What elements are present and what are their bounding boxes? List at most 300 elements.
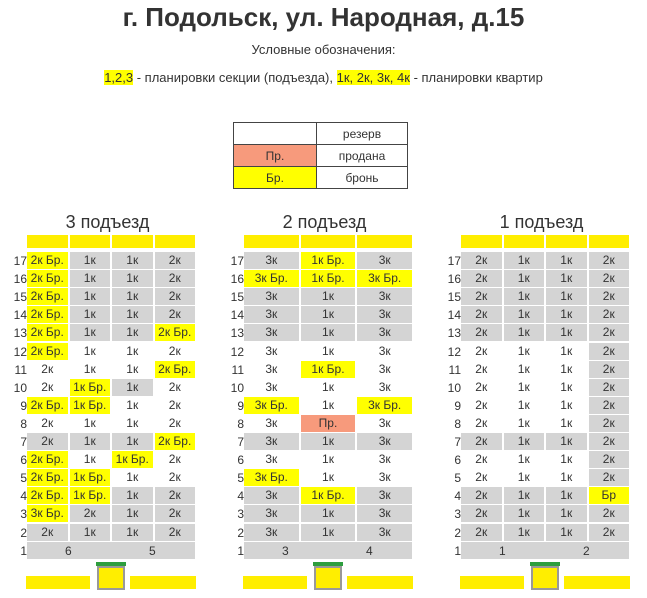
apartment-cell[interactable]: 2к bbox=[155, 415, 196, 432]
floor-number: 3 bbox=[20, 507, 27, 522]
floor-number: 12 bbox=[230, 344, 244, 359]
apartment-cell[interactable]: 1к bbox=[112, 397, 153, 414]
floor-row bbox=[227, 343, 422, 361]
floor-number: 3 bbox=[237, 507, 244, 522]
apartment-cell[interactable]: 1к Бр. bbox=[70, 469, 111, 486]
apartment-cell[interactable]: 1к bbox=[112, 379, 153, 396]
apartment-cell[interactable]: 3к bbox=[357, 343, 412, 360]
section-top-bar bbox=[357, 235, 412, 248]
apartment-cell[interactable]: 2к Бр. bbox=[27, 469, 68, 486]
floor-row bbox=[444, 324, 639, 342]
floor-number: 1 bbox=[454, 543, 461, 558]
apartment-cell[interactable]: 1к bbox=[70, 288, 111, 305]
floor-number: 1 bbox=[237, 543, 244, 558]
floor-row bbox=[444, 379, 639, 397]
apartment-cell[interactable]: 1к bbox=[546, 324, 587, 341]
floor-row bbox=[444, 361, 639, 379]
apartment-cell[interactable]: 1к bbox=[112, 270, 153, 287]
apartment-cell[interactable]: Бр bbox=[589, 487, 630, 504]
floor-row bbox=[10, 324, 205, 342]
floor-row bbox=[227, 306, 422, 324]
apartment-cell[interactable]: 2к bbox=[27, 524, 68, 541]
apartment-cell[interactable]: 2к bbox=[155, 343, 196, 360]
apartment-cell[interactable]: 2к bbox=[461, 252, 502, 269]
floor-row bbox=[227, 524, 422, 542]
apartment-cell[interactable]: 2к bbox=[461, 397, 502, 414]
ground-number-left: 3 bbox=[282, 543, 289, 558]
floor-number: 12 bbox=[447, 344, 461, 359]
apartment-cell[interactable]: 3к bbox=[357, 433, 412, 450]
apartment-cell[interactable]: 2к bbox=[155, 288, 196, 305]
floor-row bbox=[10, 361, 205, 379]
apartment-cell[interactable]: 2к bbox=[155, 252, 196, 269]
apartment-cell[interactable]: 2к bbox=[27, 379, 68, 396]
apartment-cell[interactable]: 2к bbox=[589, 324, 630, 341]
apartment-cell[interactable]: 1к bbox=[112, 415, 153, 432]
floor-row bbox=[10, 415, 205, 433]
floor-row bbox=[444, 487, 639, 505]
apartment-cell[interactable]: 1к Бр. bbox=[112, 451, 153, 468]
apartment-cell[interactable]: 3к Бр. bbox=[244, 469, 299, 486]
apartment-cell[interactable]: 3к bbox=[244, 324, 299, 341]
floor-row bbox=[10, 451, 205, 469]
floor-number: 9 bbox=[20, 398, 27, 413]
apartment-cell[interactable]: 2к bbox=[589, 397, 630, 414]
floor-number: 14 bbox=[230, 308, 244, 323]
floor-number: 17 bbox=[13, 254, 27, 268]
apartment-cell[interactable]: 2к bbox=[461, 343, 502, 360]
apartment-cell[interactable]: 2к bbox=[589, 469, 630, 486]
apartment-cell[interactable]: 1к bbox=[504, 451, 545, 468]
apartment-cell[interactable]: 1к bbox=[546, 306, 587, 323]
apartment-cell[interactable]: 1к bbox=[504, 252, 545, 269]
apartment-cell[interactable]: 1к Бр. bbox=[70, 379, 111, 396]
ground-bar-right bbox=[130, 576, 196, 589]
apartment-cell[interactable]: 1к bbox=[504, 270, 545, 287]
apartment-cell[interactable]: 1к bbox=[70, 451, 111, 468]
section-top-bar bbox=[70, 235, 111, 248]
apartment-cell[interactable]: 1к Бр. bbox=[70, 397, 111, 414]
section-top-bar bbox=[589, 235, 630, 248]
apartment-cell[interactable]: 1к bbox=[112, 343, 153, 360]
floor-row bbox=[10, 505, 205, 523]
floor-row bbox=[444, 397, 639, 415]
floor-number: 8 bbox=[454, 416, 461, 431]
apartment-cell[interactable]: 2к Бр. bbox=[27, 306, 68, 323]
floor-row bbox=[227, 379, 422, 397]
apartment-cell[interactable]: 3к bbox=[244, 343, 299, 360]
floor-number: 13 bbox=[13, 326, 27, 341]
section-top-bar bbox=[155, 235, 196, 248]
apartment-cell[interactable]: 2к bbox=[155, 379, 196, 396]
apartment-cell[interactable]: 2к bbox=[155, 270, 196, 287]
apartment-cell[interactable]: 1к bbox=[70, 433, 111, 450]
apartment-cell[interactable]: 2к Бр. bbox=[155, 324, 196, 341]
apartment-cell[interactable]: 1к bbox=[546, 343, 587, 360]
apartment-cell[interactable]: 2к bbox=[589, 379, 630, 396]
floor-number: 15 bbox=[447, 290, 461, 305]
floor-row bbox=[10, 379, 205, 397]
apartment-cell[interactable]: 1к bbox=[112, 306, 153, 323]
apartment-cell[interactable]: 2к bbox=[461, 469, 502, 486]
apartment-cell[interactable]: 1к bbox=[112, 524, 153, 541]
ground-number-left: 1 bbox=[499, 543, 506, 558]
floor-row bbox=[444, 505, 639, 523]
apartment-cell[interactable]: 1к bbox=[70, 306, 111, 323]
section-top-bar bbox=[504, 235, 545, 248]
apartment-cell[interactable]: 2к bbox=[155, 505, 196, 522]
floor-row-ground bbox=[444, 542, 639, 560]
apartment-cell[interactable]: 3к bbox=[357, 288, 412, 305]
apartment-cell[interactable]: 1к bbox=[112, 469, 153, 486]
apartment-cell[interactable]: 2к bbox=[155, 397, 196, 414]
apartment-cell[interactable]: 1к bbox=[301, 524, 356, 541]
entrance-title: 3 подъезд bbox=[65, 212, 150, 232]
apartment-cell[interactable]: 3к bbox=[357, 306, 412, 323]
floor-number: 3 bbox=[454, 507, 461, 522]
apartment-cell[interactable]: 2к bbox=[27, 433, 68, 450]
apartment-cell[interactable]: 1к bbox=[546, 505, 587, 522]
apartment-cell[interactable]: 2к bbox=[589, 361, 630, 378]
apartment-cell[interactable]: 2к Бр. bbox=[27, 288, 68, 305]
floor-row bbox=[444, 252, 639, 270]
apartment-cell[interactable]: 1к bbox=[301, 397, 356, 414]
floor-row bbox=[227, 469, 422, 487]
apartment-cell[interactable]: 1к bbox=[112, 252, 153, 269]
apartment-cell[interactable]: 1к bbox=[546, 415, 587, 432]
apartment-cell[interactable]: 2к bbox=[155, 469, 196, 486]
apartment-cell[interactable]: 3к bbox=[357, 487, 412, 504]
floor-row bbox=[444, 288, 639, 306]
floor-number: 14 bbox=[447, 308, 461, 323]
apartment-cell[interactable]: 2к bbox=[461, 524, 502, 541]
floor-row bbox=[444, 524, 639, 542]
ground-number-right: 5 bbox=[149, 543, 156, 558]
apartment-cell[interactable]: 3к bbox=[357, 469, 412, 486]
apartment-cell[interactable]: 3к bbox=[244, 505, 299, 522]
apartment-cell[interactable]: 3к bbox=[244, 252, 299, 269]
apartment-cell[interactable]: 1к bbox=[70, 324, 111, 341]
floor-row bbox=[10, 252, 205, 270]
floor-number: 16 bbox=[447, 272, 461, 287]
ground-bar-right bbox=[564, 576, 630, 589]
legend-apt-codes: 1к, 2к, 3к, 4к bbox=[336, 70, 410, 85]
apartment-cell[interactable]: 1к Бр. bbox=[301, 487, 356, 504]
apartment-cell[interactable]: 3к Бр. bbox=[244, 270, 299, 287]
apartment-cell[interactable]: 1к bbox=[504, 487, 545, 504]
ground-bar-left bbox=[243, 576, 307, 589]
floor-number: 5 bbox=[237, 471, 244, 486]
apartment-cell[interactable]: 3к bbox=[244, 306, 299, 323]
floor-row bbox=[10, 343, 205, 361]
apartment-cell[interactable]: 1к bbox=[504, 469, 545, 486]
floor-number: 13 bbox=[230, 326, 244, 341]
apartment-cell[interactable]: 2к bbox=[461, 306, 502, 323]
apartment-cell[interactable]: 3к Бр. bbox=[244, 397, 299, 414]
apartment-cell[interactable]: 1к bbox=[70, 524, 111, 541]
apartment-cell[interactable]: 1к Бр. bbox=[301, 270, 356, 287]
apartment-cell[interactable]: 3к bbox=[357, 361, 412, 378]
ground-number-right: 4 bbox=[366, 543, 373, 558]
apartment-cell[interactable]: 1к bbox=[546, 469, 587, 486]
floor-number: 11 bbox=[231, 362, 244, 377]
floor-number: 8 bbox=[20, 416, 27, 431]
apartment-cell[interactable]: 1к bbox=[504, 524, 545, 541]
apartment-cell[interactable]: 3к bbox=[357, 451, 412, 468]
apartment-cell[interactable]: 3к bbox=[357, 252, 412, 269]
apartment-cell[interactable]: 1к bbox=[70, 415, 111, 432]
apartment-cell[interactable]: 2к bbox=[461, 451, 502, 468]
apartment-cell[interactable]: 2к Бр. bbox=[27, 451, 68, 468]
apartment-cell[interactable]: 3к bbox=[244, 361, 299, 378]
floor-number: 10 bbox=[13, 380, 27, 395]
apartment-cell[interactable]: 1к bbox=[301, 343, 356, 360]
page-title: г. Подольск, ул. Народная, д.15 bbox=[122, 2, 525, 32]
apartment-cell[interactable]: 2к bbox=[589, 306, 630, 323]
apartment-cell[interactable]: 1к bbox=[546, 433, 587, 450]
apartment-cell[interactable]: 1к bbox=[301, 324, 356, 341]
floor-number: 4 bbox=[237, 489, 244, 504]
apartment-cell[interactable]: 2к Бр. bbox=[27, 270, 68, 287]
floor-row bbox=[10, 433, 205, 451]
ground-number-left: 6 bbox=[65, 543, 72, 558]
apartment-cell[interactable]: 1к bbox=[301, 433, 356, 450]
apartment-cell[interactable]: 1к bbox=[301, 451, 356, 468]
floor-number: 7 bbox=[237, 435, 244, 449]
floor-number: 6 bbox=[454, 453, 461, 468]
floor-row bbox=[444, 433, 639, 451]
floor-number: 7 bbox=[20, 435, 27, 449]
apartment-cell[interactable]: 2к bbox=[589, 343, 630, 360]
apartment-cell[interactable]: 1к bbox=[504, 306, 545, 323]
apartment-cell[interactable]: 2к bbox=[589, 524, 630, 541]
floor-number: 17 bbox=[447, 254, 461, 268]
apartment-cell[interactable]: 1к bbox=[301, 306, 356, 323]
floor-row bbox=[227, 433, 422, 451]
apartment-cell[interactable]: 3к bbox=[244, 433, 299, 450]
floor-number: 1 bbox=[20, 543, 27, 558]
legend-section-text: - планировки секции (подъезда), bbox=[133, 70, 337, 85]
apartment-cell[interactable]: 2к bbox=[27, 361, 68, 378]
apartment-cell[interactable]: 1к bbox=[546, 524, 587, 541]
apartment-cell[interactable]: 2к bbox=[461, 324, 502, 341]
floor-row bbox=[444, 343, 639, 361]
floor-row bbox=[227, 451, 422, 469]
apartment-cell[interactable]: 2к bbox=[461, 433, 502, 450]
floor-row bbox=[227, 487, 422, 505]
apartment-cell[interactable]: 1к bbox=[70, 252, 111, 269]
floor-number: 10 bbox=[447, 380, 461, 395]
apartment-cell[interactable]: 1к Бр. bbox=[301, 252, 356, 269]
apartment-cell[interactable]: 2к bbox=[155, 487, 196, 504]
floor-row bbox=[10, 469, 205, 487]
apartment-cell[interactable]: 2к bbox=[461, 505, 502, 522]
apartment-cell[interactable]: 2к Бр. bbox=[155, 433, 196, 450]
floor-number: 9 bbox=[237, 398, 244, 413]
floor-number: 5 bbox=[20, 471, 27, 486]
apartment-cell[interactable]: 1к bbox=[112, 505, 153, 522]
ground-floor-block bbox=[461, 542, 629, 559]
apartment-cell[interactable]: 2к bbox=[589, 270, 630, 287]
apartment-cell[interactable]: 1к bbox=[546, 451, 587, 468]
apartment-cell[interactable]: 2к bbox=[589, 288, 630, 305]
key-row-sold bbox=[234, 145, 408, 167]
apartment-cell[interactable]: Пр. bbox=[301, 415, 356, 432]
floor-row bbox=[10, 288, 205, 306]
apartment-cell[interactable]: 2к Бр. bbox=[155, 361, 196, 378]
apartment-cell[interactable]: 3к bbox=[244, 487, 299, 504]
floor-row bbox=[10, 397, 205, 415]
apartment-cell[interactable]: 1к bbox=[112, 361, 153, 378]
apartment-cell[interactable]: 1к bbox=[546, 252, 587, 269]
apartment-cell[interactable]: 1к bbox=[546, 361, 587, 378]
section-top-bar bbox=[112, 235, 153, 248]
apartment-cell[interactable]: 1к bbox=[504, 505, 545, 522]
entrance-title: 2 подъезд bbox=[282, 212, 367, 232]
section-top-bar bbox=[546, 235, 587, 248]
floor-row bbox=[10, 487, 205, 505]
key-code-reserve bbox=[234, 123, 317, 145]
apartment-cell[interactable]: 3к bbox=[357, 415, 412, 432]
apartment-cell[interactable]: 1к bbox=[504, 324, 545, 341]
apartment-cell[interactable]: 2к Бр. bbox=[27, 397, 68, 414]
key-label-reserve: резерв bbox=[317, 123, 408, 145]
apartment-cell[interactable]: 1к bbox=[301, 469, 356, 486]
apartment-cell[interactable]: 3к bbox=[357, 379, 412, 396]
apartment-cell[interactable]: 1к bbox=[112, 288, 153, 305]
apartment-cell[interactable]: 1к bbox=[70, 270, 111, 287]
apartment-cell[interactable]: 1к bbox=[504, 343, 545, 360]
apartment-cell[interactable]: 1к bbox=[112, 324, 153, 341]
section-top-bar bbox=[27, 235, 68, 248]
apartment-cell[interactable]: 1к bbox=[546, 397, 587, 414]
apartment-cell[interactable]: 1к Бр. bbox=[301, 361, 356, 378]
floor-row bbox=[227, 361, 422, 379]
floor-row bbox=[227, 270, 422, 288]
floor-row bbox=[444, 306, 639, 324]
apartment-cell[interactable]: 1к bbox=[546, 487, 587, 504]
legend-line bbox=[0, 70, 647, 85]
floor-row bbox=[10, 270, 205, 288]
key-code-booked: Бр. bbox=[234, 167, 317, 189]
apartment-cell[interactable]: 2к Бр. bbox=[27, 252, 68, 269]
key-label-sold: продана bbox=[317, 145, 408, 167]
apartment-cell[interactable]: 3к bbox=[357, 505, 412, 522]
apartment-cell[interactable]: 2к bbox=[70, 505, 111, 522]
apartment-cell[interactable]: 3к Бр. bbox=[357, 397, 412, 414]
floor-row bbox=[444, 415, 639, 433]
apartment-cell[interactable]: 2к bbox=[155, 306, 196, 323]
apartment-cell[interactable]: 3к bbox=[244, 451, 299, 468]
apartment-cell[interactable]: 3к Бр. bbox=[27, 505, 68, 522]
floor-row-ground bbox=[10, 542, 205, 560]
apartment-cell[interactable]: 1к bbox=[504, 288, 545, 305]
apartment-cell[interactable]: 2к bbox=[461, 288, 502, 305]
apartment-cell[interactable]: 2к bbox=[155, 451, 196, 468]
floor-number: 4 bbox=[20, 489, 27, 504]
apartment-cell[interactable]: 2к bbox=[461, 379, 502, 396]
ground-bar-right bbox=[347, 576, 413, 589]
floor-number: 9 bbox=[454, 398, 461, 413]
apartment-cell[interactable]: 1к bbox=[546, 379, 587, 396]
floor-number: 16 bbox=[230, 272, 244, 287]
section-top-bar bbox=[461, 235, 502, 248]
apartment-cell[interactable]: 1к bbox=[70, 343, 111, 360]
apartment-cell[interactable]: 2к bbox=[589, 433, 630, 450]
floor-number: 2 bbox=[237, 525, 244, 540]
floor-number: 14 bbox=[13, 308, 27, 323]
apartment-cell[interactable]: 3к bbox=[244, 524, 299, 541]
apartment-cell[interactable]: 1к bbox=[70, 361, 111, 378]
floor-number: 4 bbox=[454, 489, 461, 504]
entrance-door-icon bbox=[97, 566, 125, 590]
ground-floor-block bbox=[27, 542, 195, 559]
legend-heading: Условные обозначения: bbox=[251, 42, 396, 57]
apartment-cell[interactable]: 2к bbox=[589, 252, 630, 269]
apartment-cell[interactable]: 1к bbox=[504, 361, 545, 378]
apartment-cell[interactable]: 1к bbox=[301, 379, 356, 396]
apartment-cell[interactable]: 1к Бр. bbox=[70, 487, 111, 504]
apartment-cell[interactable]: 1к bbox=[301, 505, 356, 522]
apartment-cell[interactable]: 2к bbox=[589, 451, 630, 468]
apartment-cell[interactable]: 2к bbox=[461, 415, 502, 432]
apartment-cell[interactable]: 1к bbox=[504, 379, 545, 396]
ground-number-right: 2 bbox=[583, 543, 590, 558]
apartment-cell[interactable]: 2к bbox=[461, 361, 502, 378]
floor-row bbox=[227, 415, 422, 433]
legend-apt-text: - планировки квартир bbox=[409, 70, 543, 85]
floor-number: 16 bbox=[13, 272, 27, 287]
apartment-cell[interactable]: 1к bbox=[112, 487, 153, 504]
apartment-cell[interactable]: 3к bbox=[357, 524, 412, 541]
floor-row bbox=[444, 469, 639, 487]
floor-number: 17 bbox=[230, 254, 244, 268]
apartment-cell[interactable]: 2к bbox=[461, 270, 502, 287]
floor-row bbox=[227, 252, 422, 270]
apartment-cell[interactable]: 3к bbox=[357, 324, 412, 341]
apartment-cell[interactable]: 1к bbox=[546, 288, 587, 305]
apartment-cell[interactable]: 3к bbox=[244, 415, 299, 432]
apartment-cell[interactable]: 1к bbox=[546, 270, 587, 287]
section-top-bar bbox=[301, 235, 356, 248]
apartment-cell[interactable]: 2к bbox=[155, 524, 196, 541]
apartment-cell[interactable]: 3к bbox=[244, 379, 299, 396]
apartment-cell[interactable]: 1к bbox=[504, 415, 545, 432]
apartment-cell[interactable]: 2к bbox=[589, 505, 630, 522]
status-key-table bbox=[233, 122, 408, 189]
floor-row bbox=[227, 324, 422, 342]
ground-bar-left bbox=[460, 576, 524, 589]
apartment-cell[interactable]: 1к bbox=[504, 397, 545, 414]
apartment-cell[interactable]: 1к bbox=[301, 288, 356, 305]
apartment-cell[interactable]: 2к bbox=[27, 415, 68, 432]
floor-number: 6 bbox=[237, 453, 244, 468]
floor-number: 11 bbox=[448, 362, 461, 377]
apartment-cell[interactable]: 3к Бр. bbox=[357, 270, 412, 287]
apartment-cell[interactable]: 2к bbox=[589, 415, 630, 432]
apartment-cell[interactable]: 3к bbox=[244, 288, 299, 305]
apartment-cell[interactable]: 1к bbox=[504, 433, 545, 450]
apartment-cell[interactable]: 1к bbox=[112, 433, 153, 450]
floor-number: 11 bbox=[14, 362, 27, 377]
key-row-booked bbox=[234, 167, 408, 189]
apartment-cell[interactable]: 2к Бр. bbox=[27, 324, 68, 341]
apartment-cell[interactable]: 2к Бр. bbox=[27, 487, 68, 504]
legend-section-codes: 1,2,3 bbox=[104, 70, 134, 85]
apartment-cell[interactable]: 2к Бр. bbox=[27, 343, 68, 360]
apartment-cell[interactable]: 2к bbox=[461, 487, 502, 504]
entrance-title: 1 подъезд bbox=[499, 212, 584, 232]
